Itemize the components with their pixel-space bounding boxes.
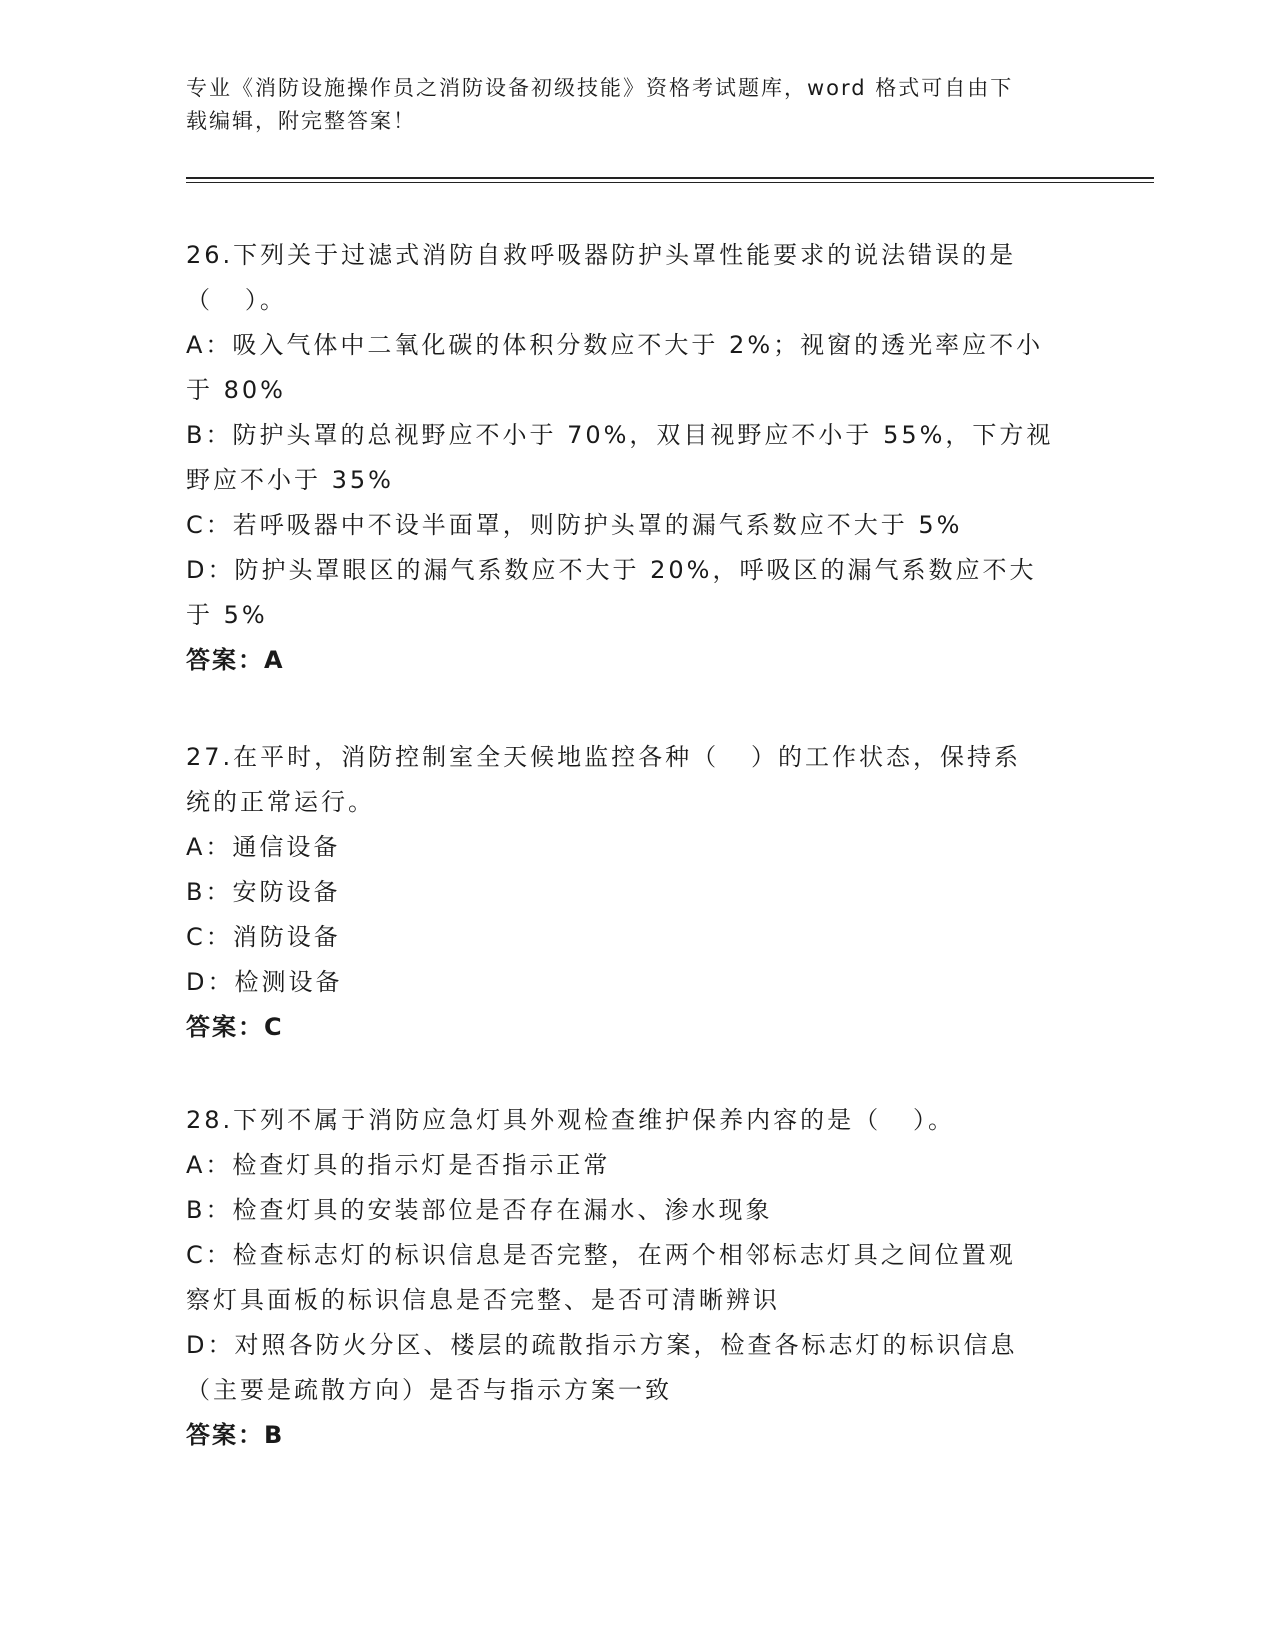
option-c-cont: 察灯具面板的标识信息是否完整、是否可清晰辨识 <box>186 1286 780 1314</box>
answer-label: 答案：B <box>186 1421 285 1449</box>
question-27 <box>186 735 1086 1050</box>
option-a: A：检查灯具的指示灯是否指示正常 <box>186 1151 611 1179</box>
question-28 <box>186 1098 1086 1458</box>
answer-label: 答案：A <box>186 646 285 674</box>
option-b: B：检查灯具的安装部位是否存在漏水、渗水现象 <box>186 1196 773 1224</box>
option-a: A：吸入气体中二氧化碳的体积分数应不大于 2%；视窗的透光率应不小 <box>186 331 1044 359</box>
option-c: C：检查标志灯的标识信息是否完整，在两个相邻标志灯具之间位置观 <box>186 1241 1016 1269</box>
question-stem-cont: 统的正常运行。 <box>186 788 375 816</box>
question-stem: 26.下列关于过滤式消防自救呼吸器防护头罩性能要求的说法错误的是 <box>186 241 1017 269</box>
option-b: B：安防设备 <box>186 878 341 906</box>
header-divider-thin <box>186 182 1154 183</box>
option-d: D：对照各防火分区、楼层的疏散指示方案，检查各标志灯的标识信息 <box>186 1331 1018 1359</box>
question-stem: 28.下列不属于消防应急灯具外观检查维护保养内容的是（ ）。 <box>186 1106 956 1134</box>
header-line-1: 专业《消防设施操作员之消防设备初级技能》资格考试题库，word 格式可自由下 <box>186 76 1014 100</box>
option-d: D：检测设备 <box>186 968 343 996</box>
answer-label: 答案：C <box>186 1013 284 1041</box>
header-line-2: 载编辑，附完整答案！ <box>186 109 416 133</box>
question-stem: 27.在平时，消防控制室全天候地监控各种（ ）的工作状态，保持系 <box>186 743 1022 771</box>
option-b: B：防护头罩的总视野应不小于 70%，双目视野应不小于 55%，下方视 <box>186 421 1054 449</box>
question-stem-cont: （ ）。 <box>186 286 287 314</box>
option-d: D：防护头罩眼区的漏气系数应不大于 20%，呼吸区的漏气系数应不大 <box>186 556 1037 584</box>
option-a-cont: 于 80% <box>186 376 286 404</box>
option-a: A：通信设备 <box>186 833 341 861</box>
option-c: C：消防设备 <box>186 923 341 951</box>
page-header <box>186 72 1086 138</box>
question-26 <box>186 233 1086 683</box>
option-b-cont: 野应不小于 35% <box>186 466 394 494</box>
option-d-cont: 于 5% <box>186 601 268 629</box>
option-c: C：若呼吸器中不设半面罩，则防护头罩的漏气系数应不大于 5% <box>186 511 963 539</box>
header-divider-thick <box>186 177 1154 179</box>
option-d-cont: （主要是疏散方向）是否与指示方案一致 <box>186 1376 672 1404</box>
